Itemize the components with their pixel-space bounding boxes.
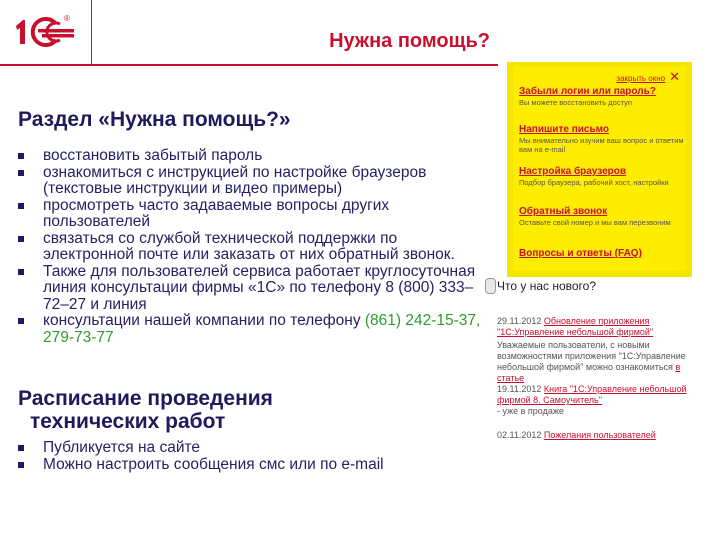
maintenance-list — [18, 440, 490, 473]
list-item: восстановить забытый пароль — [18, 148, 490, 165]
list-item: Публикуется на сайте — [18, 440, 490, 457]
news-link[interactable]: Пожелания пользователей — [543, 430, 656, 440]
news-item: 02.11.2012 Пожелания пользователей — [497, 430, 656, 440]
forgot-password-link[interactable]: Забыли логин или пароль? — [519, 86, 656, 97]
list-item: консультации нашей компании по телефону (861) 242-15-37, 279-73-77 — [18, 313, 490, 346]
news-item: 29.11.2012 Обновление приложения "1С:Управление небольшой фирмой" Уважаемые пользователи, с новыми возможностями приложения "1С:Управление небольшой фирмой" можно ознакомиться в статье — [497, 316, 686, 383]
page-title: Нужна помощь? — [329, 30, 490, 52]
news-block — [497, 276, 712, 491]
help-item-forgot-password[interactable]: Забыли логин или пароль? Вы можете восстановить доступ — [519, 86, 684, 107]
news-article-link[interactable]: в статье — [497, 362, 681, 383]
list-item: связаться со службой технической поддержки по электронной почте или заказать от них обратный звонок. — [18, 231, 490, 264]
close-icon[interactable]: ✕ — [669, 69, 680, 84]
browser-setup-link[interactable]: Настройка браузеров — [519, 166, 626, 177]
list-item: ознакомиться с инструкцией по настройке браузеров (текстовые инструкции и видео примеры) — [18, 165, 490, 198]
help-popup-panel — [507, 62, 692, 277]
help-item-callback[interactable]: Обратный звонок Оставьте свой номер и мы вам перезвоним — [519, 206, 684, 227]
faq-link[interactable]: Вопросы и ответы (FAQ) — [519, 248, 642, 259]
header-vertical-rule — [91, 0, 92, 66]
news-icon — [485, 278, 496, 294]
list-item: просмотреть часто задаваемые вопросы других пользователей — [18, 198, 490, 231]
help-popup-inner — [513, 66, 686, 271]
news-link[interactable]: Книга "1С:Управление небольшой фирмой 8. Самоучитель" — [497, 384, 687, 405]
registered-mark: ® — [64, 14, 70, 23]
section-heading-help: Раздел «Нужна помощь?» — [18, 108, 291, 131]
phone-numbers: (861) 242-15-37, 279-73-77 — [43, 312, 481, 346]
list-item: Можно настроить сообщения смс или по e-mail — [18, 457, 490, 474]
help-item-faq[interactable] — [519, 248, 684, 259]
help-features-list — [18, 148, 490, 346]
help-item-browser-setup[interactable]: Настройка браузеров Подбор браузера, рабочий хост, настройки — [519, 166, 684, 187]
close-window-button[interactable]: закрыть окно ✕ — [616, 69, 680, 84]
help-item-write-letter[interactable]: Напишите письмо Мы внимательно изучим ваш вопрос и ответим вам на e-mail — [519, 124, 684, 154]
header-horizontal-rule — [0, 64, 498, 66]
callback-link[interactable]: Обратный звонок — [519, 206, 608, 217]
list-item: Также для пользователей сервиса работает круглосуточная линия консультации фирмы «1С» по телефону 8 (800) 333–72–27 и линия — [18, 264, 490, 314]
news-item: 19.11.2012 Книга "1С:Управление небольшой фирмой 8. Самоучитель" - уже в продаже — [497, 384, 687, 416]
news-title: Что у нас нового? — [497, 279, 597, 293]
write-letter-link[interactable]: Напишите письмо — [519, 124, 609, 135]
section-heading-maintenance: Расписание проведения технических работ — [18, 387, 273, 433]
news-link[interactable]: Обновление приложения "1С:Управление небольшой фирмой" — [497, 316, 654, 337]
